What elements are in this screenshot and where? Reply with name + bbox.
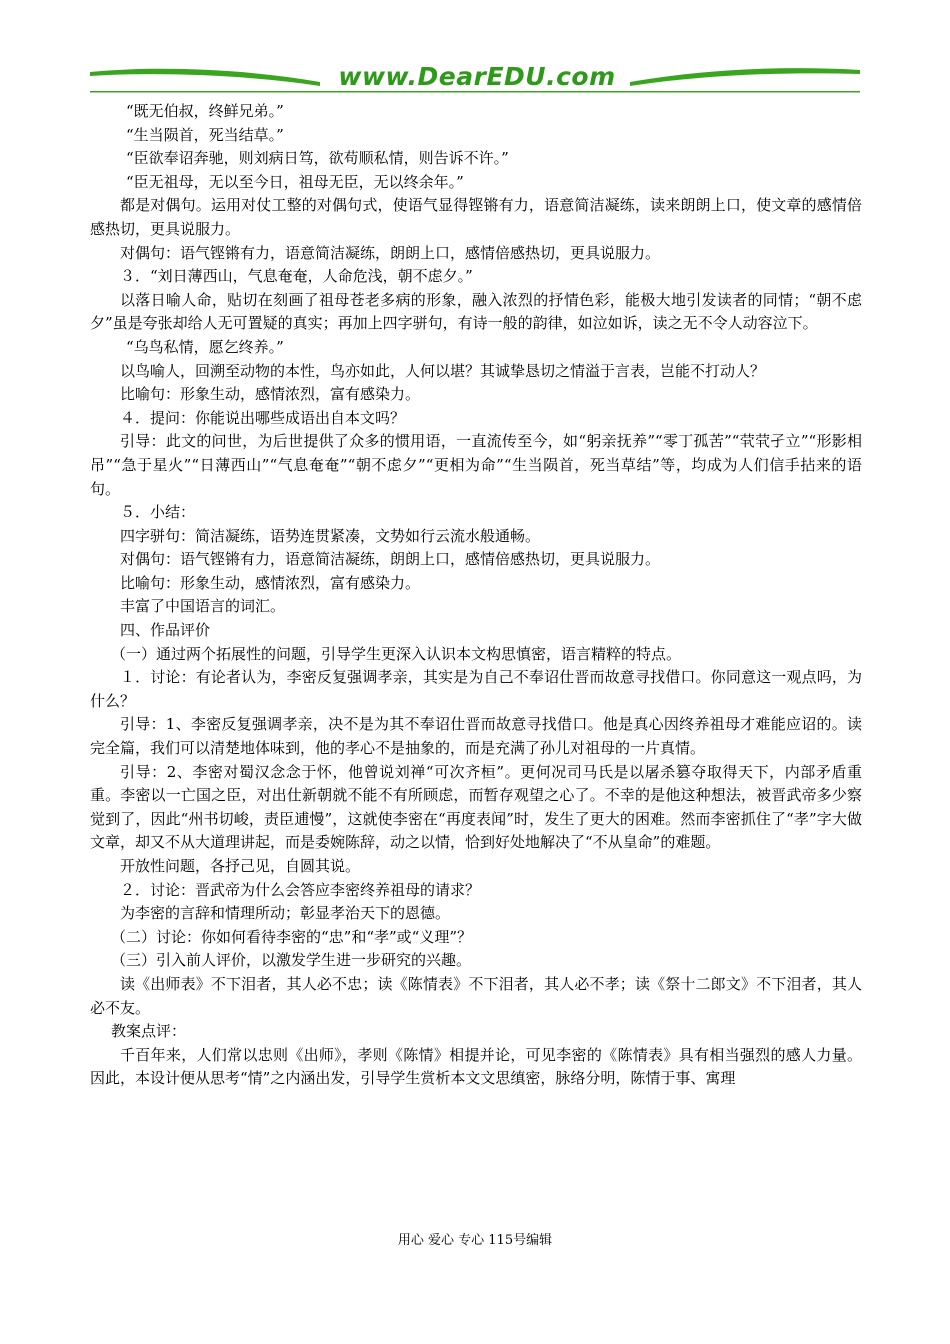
body-paragraph: 引导：1、李密反复强调孝亲，决不是为其不奉诏仕晋而故意寻找借口。他是真心因终养祖母才难能应诏的。读完全篇，我们可以清楚地体味到，他的孝心不是抽象的，而是充满了孙儿对祖母的一片真情。: [90, 715, 862, 758]
summary-line: 对偶句：语气铿锵有力，语意简洁凝练，朗朗上口，感情倍感热切，更具说服力。: [120, 243, 661, 262]
summary-line: 比喻句：形象生动，感情浓烈，富有感染力。: [120, 573, 421, 592]
body-paragraph: 引导：2、李密对蜀汉念念于怀，他曾说刘禅“可次齐桓”。更何况司马氏是以屠杀篡夺取得天下，内部矛盾重重。李密以一亡国之臣，对出仕新朝就不能不有所顾虑，而暂存观望之心了。不幸的是他这种想法，被晋武帝多少察觉到了，因此“州书切峻，责臣逋慢”，这就使李密在“再度表闻”时，发生了更大的困难。然而李密抓住了“孝”字大做文章，却又不从大道理讲起，而是委婉陈辞，动之以情，恰到好处地解决了“不从皇命”的难题。: [90, 762, 862, 852]
body-paragraph: 都是对偶句。运用对仗工整的对偶句式，使语气显得铿锵有力，语意简洁凝练，读来朗朗上口，使文章的感情倍感热切，更具说服力。: [90, 196, 862, 238]
body-paragraph: 开放性问题，各抒己见，自圆其说。: [120, 857, 361, 875]
numbered-item: ５．小结：: [120, 503, 196, 522]
summary-line: 四字骈句：简洁凝练，语势连贯紧凑，文势如行云流水般通畅。: [120, 526, 541, 545]
numbered-item: ４．提问：你能说出哪些成语出自本文吗？: [120, 408, 406, 427]
numbered-item: １．讨论：有论者认为，李密反复强调孝亲，其实是为自己不奉诏仕晋而故意寻找借口。你同意这一观点吗，为什么？: [90, 668, 862, 710]
body-paragraph: 引导：此文的问世，为后世提供了众多的惯用语，一直流传至今，如“躬亲抚养”“零丁孤苦”“茕茕孑立”“形影相吊”“急于星火”“日薄西山”“气息奄奄”“朝不虑夕”“更相为命”“生当陨首，死当草结”等，均成为人们信手拈来的语句。: [90, 432, 862, 498]
quote-line: “乌鸟私情，愿乞终养。”: [126, 337, 284, 356]
brand-logo-text: www.DearEDU.com: [338, 62, 616, 91]
quote-line: “臣无祖母，无以至今日，祖母无臣，无以终余年。”: [126, 172, 464, 191]
quote-line: “生当陨首，死当结草。”: [126, 125, 284, 144]
numbered-item: ３．“刘日薄西山，气息奄奄，人命危浅，朝不虑夕。”: [120, 267, 473, 286]
body-paragraph: 以落日喻人命，贴切在刻画了祖母苍老多病的形象，融入浓烈的抒情色彩，能极大地引发读者的同情；“朝不虑夕”虽是夸张却给人无可置疑的真实；再加上四字骈句，有诗一般的韵律，如泣如诉，读之无不令人动容泣下。: [90, 290, 862, 333]
summary-line: 比喻句：形象生动，感情浓烈，富有感染力。: [120, 385, 421, 404]
document-body: [90, 100, 862, 1091]
body-paragraph: 读《出师表》不下泪者，其人必不忠；读《陈情表》不下泪者，其人必不孝；读《祭十二郎文》不下泪者，其人必不友。: [90, 974, 862, 1017]
summary-line: 丰富了中国语言的词汇。: [120, 597, 286, 616]
quote-line: “既无伯叔，终鲜兄弟。”: [126, 102, 284, 120]
body-paragraph: 为李密的言辞和情理所动；彰显孝治天下的恩德。: [120, 904, 451, 923]
page-header: [90, 60, 860, 96]
body-paragraph: 千百年来，人们常以忠则《出师》，孝则《陈情》相提并论，可见李密的《陈情表》具有相当强烈的感人力量。因此，本设计便从思考“情”之内涵出发，引导学生赏析本文文思缜密，脉络分明，陈情于事、寓理: [90, 1045, 862, 1088]
subsection-heading: （三）引入前人评价，以激发学生进一步研究的兴趣。: [111, 951, 472, 970]
summary-line: 对偶句：语气铿锵有力，语意简洁凝练，朗朗上口，感情倍感热切，更具说服力。: [120, 550, 661, 569]
body-paragraph: 以鸟喻人，回溯至动物的本性，鸟亦如此，人何以堪？其诚挚恳切之情溢于言表，岂能不打动人？: [120, 361, 766, 380]
section-heading: 四、作品评价: [120, 621, 211, 640]
subsection-heading: （二）讨论：你如何看待李密的“忠”和“孝”或“义理”？: [111, 927, 473, 946]
numbered-item: ２．讨论：晋武帝为什么会答应李密终养祖母的请求？: [120, 880, 481, 899]
page-footer: 用心 爱心 专心 115号编辑: [397, 1233, 553, 1248]
quote-line: “臣欲奉诏奔驰，则刘病日笃，欲苟顺私情，则告诉不许。”: [126, 149, 509, 168]
comment-heading: 教案点评：: [111, 1022, 187, 1041]
subsection-heading: （一）通过两个拓展性的问题，引导学生更深入认识本文构思慎密，语言精粹的特点。: [111, 644, 682, 663]
